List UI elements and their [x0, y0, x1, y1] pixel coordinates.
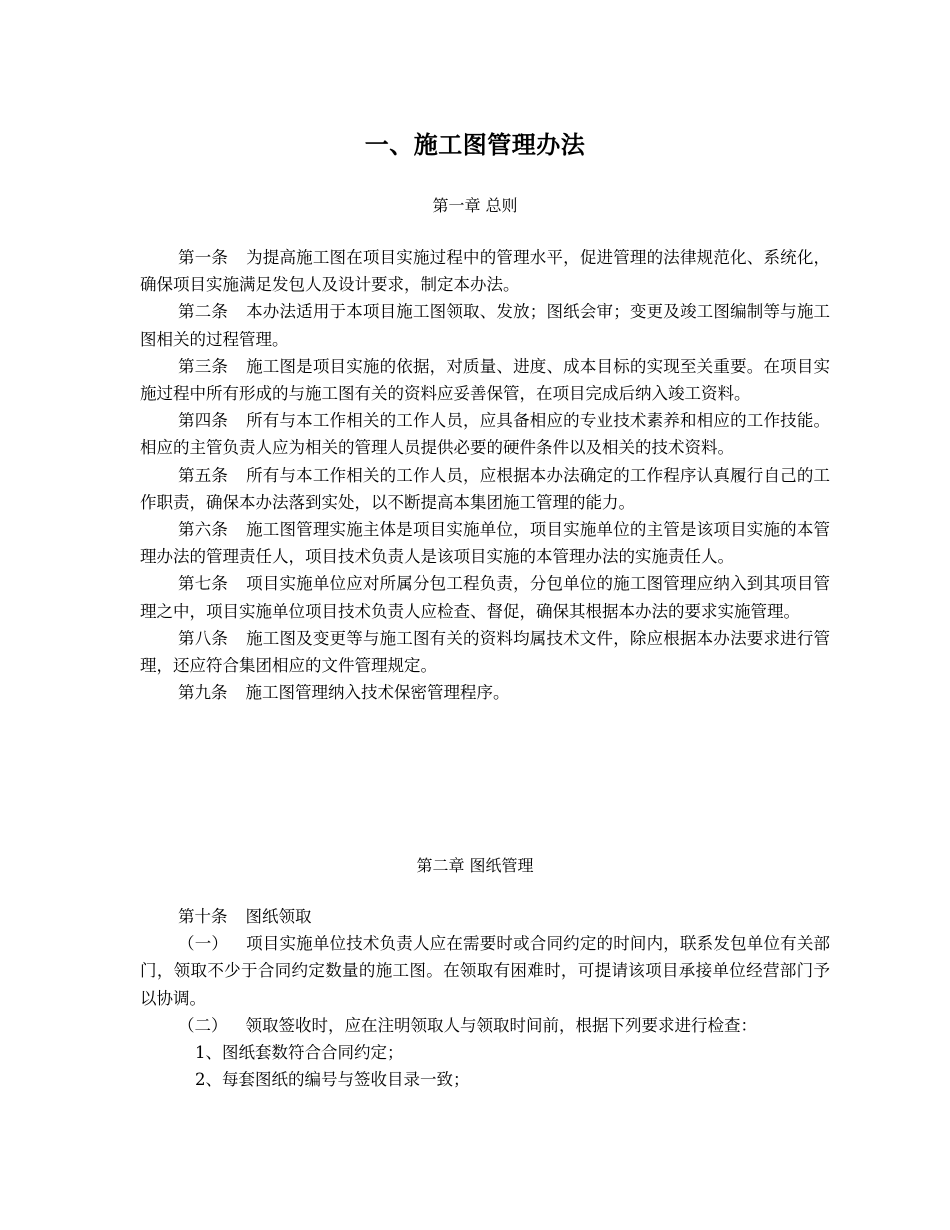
sub-clause-1	[140, 930, 830, 1012]
article-5	[140, 462, 830, 516]
article-text: 施工图是项目实施的依据，对质量、进度、成本目标的实现至关重要。在项目实施过程中所有形成的与施工图有关的资料应妥善保管，在项目完成后纳入竣工资料。	[140, 356, 831, 404]
chapter-1-body	[140, 244, 830, 706]
article-number: 第五条	[178, 465, 229, 485]
article-number: 第二条	[178, 302, 229, 322]
article-9	[140, 679, 830, 706]
article-3	[140, 353, 830, 407]
article-number: 第三条	[178, 356, 229, 376]
article-2	[140, 298, 830, 352]
sub-clause-number: （一）	[178, 934, 229, 954]
article-number: 第八条	[178, 628, 229, 648]
article-number: 第九条	[178, 683, 228, 703]
article-text: 图纸领取	[245, 907, 312, 926]
article-text: 施工图及变更等与施工图有关的资料均属技术文件，除应根据本办法要求进行管理，还应符合集团相应的文件管理规定。	[140, 628, 831, 676]
article-number: 第十条	[178, 907, 228, 926]
chapter-2-body	[140, 903, 830, 1093]
article-number: 第六条	[178, 520, 229, 540]
article-text: 所有与本工作相关的工作人员，应根据本办法确定的工作程序认真履行自己的工作职责，确保本办法落到实处，以不断提高本集团施工管理的能力。	[140, 465, 831, 512]
article-text: 项目实施单位应对所属分包工程负责，分包单位的施工图管理应纳入到其项目管理之中，项目实施单位项目技术负责人应检查、督促，确保其根据本办法的要求实施管理。	[140, 574, 831, 621]
sub-clause-number: （二）	[178, 1015, 228, 1035]
article-text: 本办法适用于本项目施工图领取、发放；图纸会审；变更及竣工图编制等与施工图相关的过程管理。	[140, 302, 831, 349]
article-text: 所有与本工作相关的工作人员，应具备相应的专业技术素养和相应的工作技能。相应的主管负责人应为相关的管理人员提供必要的硬件条件以及相关的技术资料。	[140, 411, 831, 458]
article-number: 第四条	[178, 411, 229, 431]
article-text: 为提高施工图在项目实施过程中的管理水平，促进管理的法律规范化、系统化，确保项目实施满足发包人及设计要求，制定本办法。	[140, 248, 831, 295]
article-number: 第七条	[178, 574, 229, 594]
chapter-1-heading: 第一章 总则	[432, 196, 518, 215]
article-number: 第一条	[178, 248, 229, 267]
article-8	[140, 625, 830, 679]
article-text: 施工图管理纳入技术保密管理程序。	[245, 683, 510, 703]
sub-clause-2	[140, 1012, 830, 1039]
article-7	[140, 570, 830, 624]
list-item: 2、每套图纸的编号与签收目录一致；	[195, 1070, 470, 1090]
article-6	[140, 516, 830, 570]
chapter-2-heading: 第二章 图纸管理	[416, 856, 534, 875]
article-1	[140, 244, 830, 298]
list-item: 1、图纸套数符合合同约定；	[195, 1043, 404, 1063]
sub-clause-text: 项目实施单位技术负责人应在需要时或合同约定的时间内，联系发包单位有关部门，领取不少于合同约定数量的施工图。在领取有困难时，可提请该项目承接单位经营部门予以协调。	[140, 934, 831, 1008]
sub-clause-text: 领取签收时，应在注明领取人与领取时间前，根据下列要求进行检查：	[245, 1015, 757, 1035]
article-10	[140, 903, 830, 930]
article-text: 施工图管理实施主体是项目实施单位，项目实施单位的主管是该项目实施的本管理办法的管理责任人，项目技术负责人是该项目实施的本管理办法的实施责任人。	[140, 520, 831, 567]
article-4	[140, 407, 830, 461]
document-title: 一、施工图管理办法	[364, 130, 586, 159]
